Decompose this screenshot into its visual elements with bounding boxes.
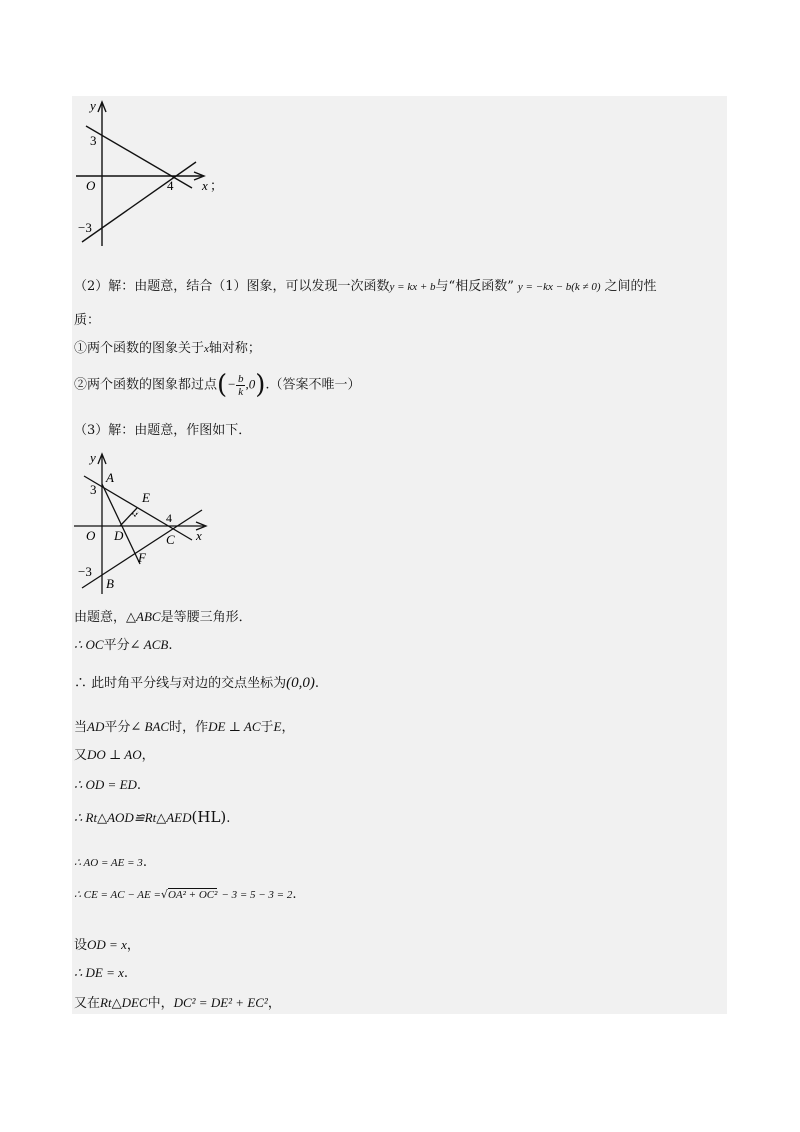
graph-2 [72, 448, 222, 598]
sol-line-10: 设OD = x， [74, 937, 140, 953]
svg-text:−3: −3 [78, 564, 92, 579]
sol-line-12: 又在Rt△DEC中，DC² = DE² + EC²， [74, 995, 281, 1011]
p2-prop-1: ①两个函数的图象关于x轴对称； [74, 341, 261, 356]
svg-text:D: D [114, 528, 124, 543]
svg-text:E: E [142, 490, 150, 505]
svg-text:y: y [90, 450, 96, 465]
sol-line-2: ∴ OC平分∠ ACB. [74, 637, 173, 653]
svg-text:4: 4 [166, 511, 172, 525]
x-axis-label: x [202, 178, 208, 193]
svg-text:A: A [106, 470, 114, 485]
sol-line-4: 当AD平分∠ BAC时，作DE ⊥ AC于E， [74, 719, 295, 735]
tick-label-neg3: −3 [78, 220, 92, 235]
suffix: ； [210, 178, 224, 193]
svg-text:B: B [106, 576, 114, 591]
p2-line-2: 质： [74, 313, 101, 328]
line-increasing [82, 162, 196, 242]
sol-line-6: ∴ OD = ED. [74, 777, 142, 793]
sol-line-5: 又DO ⊥ AO， [74, 747, 155, 763]
tick-label-3: 3 [90, 133, 97, 148]
svg-text:F: F [138, 550, 146, 565]
svg-text:x: x [196, 528, 202, 543]
sol-line-11: ∴ DE = x. [74, 965, 129, 981]
sol-line-8: ∴ AO = AE = 3. [74, 855, 147, 870]
sol-line-3: ∴ 此时角平分线与对边的交点坐标为(0,0). [74, 675, 320, 691]
svg-text:3: 3 [90, 482, 97, 497]
y-axis-label: y [90, 98, 96, 113]
p3-intro: （3）解：由题意，作图如下． [74, 423, 252, 438]
origin-label: O [86, 178, 96, 193]
svg-text:O: O [86, 528, 96, 543]
svg-text:C: C [166, 532, 175, 547]
p2-prop-2: ②两个函数的图象都过点(− $\frac{b}{k}$ ,0).（答案不唯一） [74, 370, 361, 400]
tick-label-4: 4 [167, 178, 174, 193]
sol-line-1: 由题意，△ABC是等腰三角形． [74, 609, 252, 625]
sol-line-9: ∴ CE = AC − AE =√OA² + OC² − 3 = 5 − 3 = 2. [74, 887, 297, 902]
graph-1 [72, 96, 232, 256]
p2-line-1: （2）解：由题意，结合（1）图象，可以发现一次函数y = kx + b与“相反函数” y = −kx − b(k ≠ 0) 之间的性 [74, 279, 657, 294]
sol-line-7: ∴ Rt△AOD≌Rt△AED(HL). [74, 808, 231, 826]
